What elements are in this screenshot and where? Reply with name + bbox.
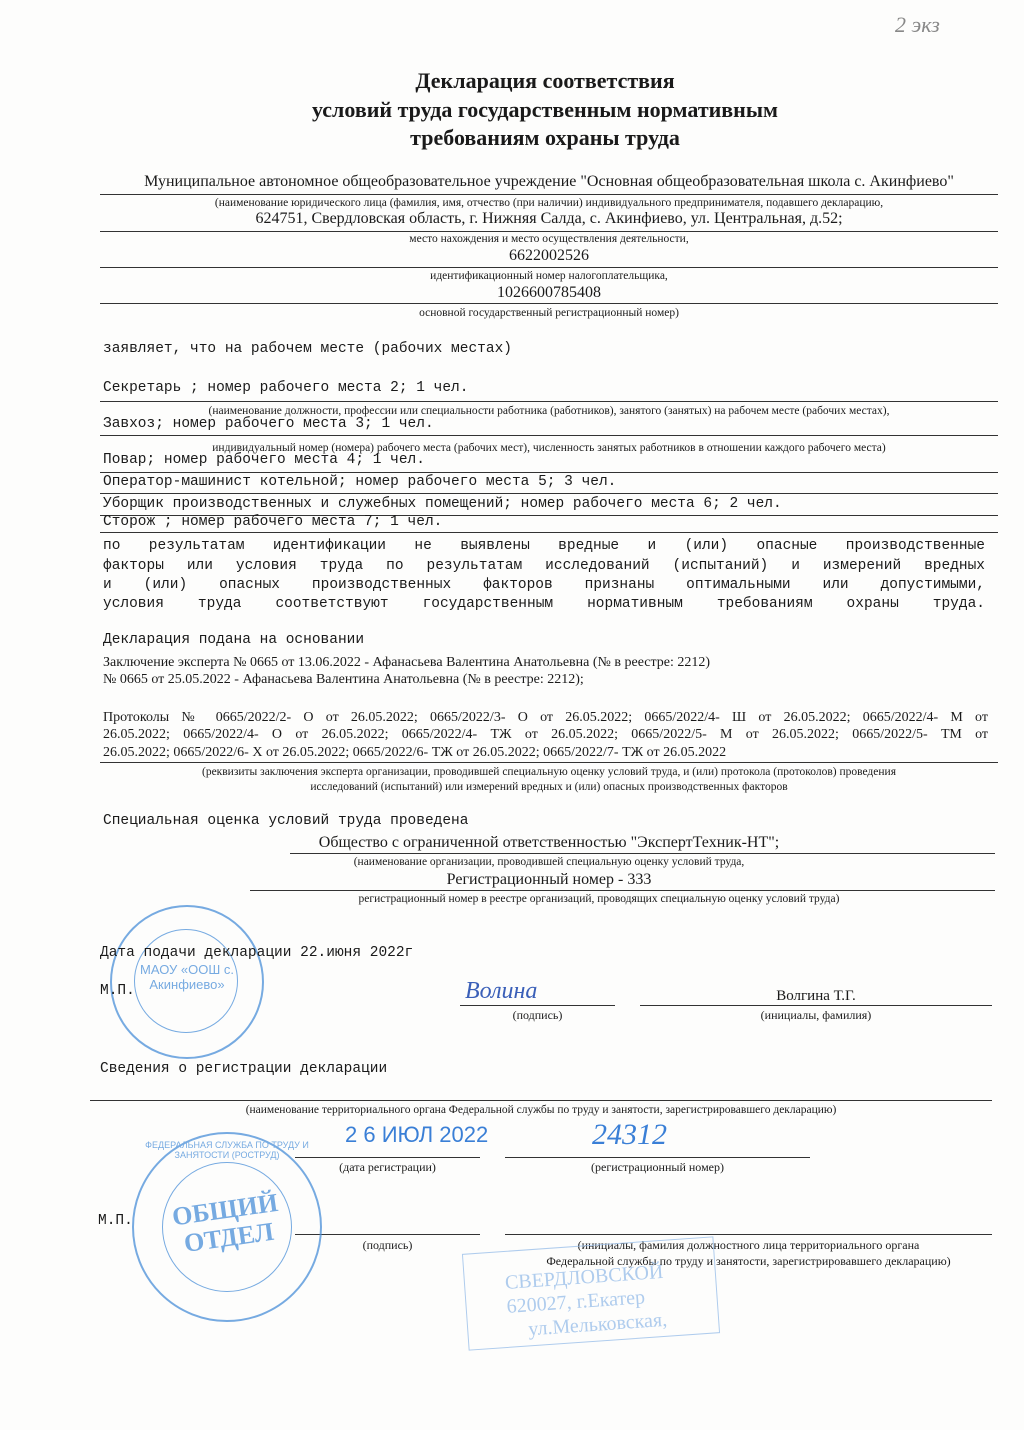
- protocol-line: 26.05.2022; 0665/2022/6- Х от 26.05.2022; 0665/2022/6- ТЖ от 26.05.2022; 0665/2022/7- ТЖ от 26.05.2022: [103, 745, 727, 760]
- conclusion-line: условия труда соответствуют государственным нормативным требованиям охраны труда.: [103, 596, 985, 612]
- official-signature-caption: (подпись): [362, 1238, 413, 1252]
- ogrn-caption: основной государственный регистрационный номер): [419, 307, 679, 319]
- title-line-1: Декларация соответствия: [415, 68, 675, 93]
- submission-date: Дата подачи декларации 22.июня 2022г: [100, 945, 414, 961]
- workplace-item: Оператор-машинист котельной; номер рабочего места 5; 3 чел.: [103, 474, 617, 490]
- workplace-item: Уборщик производственных и служебных помещений; номер рабочего места 6; 2 чел.: [103, 496, 782, 512]
- protocol-line: Протоколы № 0665/2022/2- О от 26.05.2022; 0665/2022/3- О от 26.05.2022; 0665/2022/4- Ш от 26.05.2022; 0665/2022/4- М от: [103, 710, 988, 725]
- signature: Волина: [465, 978, 538, 1004]
- inn-value: 6622002526: [509, 247, 589, 264]
- workplace-caption-1: (наименование должности, профессии или специальности работника (работников), занятого (занятых) на рабочем месте (рабочих местах),: [208, 405, 890, 417]
- protocol-line: 26.05.2022; 0665/2022/4- О от 26.05.2022; 0665/2022/4- ТЖ от 26.05.2022; 0665/2022/5- М от 26.05.2022; 0665/2022/5- ТМ от: [103, 727, 988, 742]
- signer-caption: (инициалы, фамилия): [760, 1008, 872, 1022]
- inn-caption: идентификационный номер налогоплательщика,: [430, 270, 668, 282]
- school-seal: [110, 905, 264, 1059]
- assessment-reg-caption: регистрационный номер в реестре организаций, проводящих специальную оценку условий труда): [358, 893, 840, 905]
- assessment-reg: Регистрационный номер - 333: [446, 871, 652, 888]
- workplace-item: Завхоз; номер рабочего места 3; 1 чел.: [103, 416, 434, 432]
- basis-caption: (реквизиты заключения эксперта организации, проводившей специальную оценку условий труда, и (или) протокола (протоколов) проведения: [201, 766, 896, 778]
- registration-mp: М.П.: [98, 1213, 133, 1229]
- labour-service-seal: [132, 1132, 322, 1322]
- official-caption: Федеральной службы по труду и занятости, зарегистрировавшего декларацию): [546, 1254, 951, 1268]
- number-caption: (регистрационный номер): [591, 1160, 724, 1174]
- labour-seal-ring: ФЕДЕРАЛЬНАЯ СЛУЖБА ПО ТРУДУ И ЗАНЯТОСТИ (РОСТРУД): [145, 1140, 309, 1160]
- signature-caption: (подпись): [512, 1008, 563, 1022]
- registration-date-stamp: 2 6 ИЮЛ 2022: [345, 1122, 489, 1147]
- school-seal-text: МАОУ «ООШ с. Акинфиево»: [139, 962, 234, 992]
- ogrn-value: 1026600785408: [497, 284, 601, 301]
- rect-stamp-line: 620027, г.Екатер: [505, 1286, 646, 1318]
- assessment-org-caption: (наименование организации, проводившей специальную оценку условий труда,: [353, 856, 745, 868]
- conclusion-line: по результатам идентификации не выявлены вредные и (или) опасные производственные: [103, 538, 985, 554]
- title-line-2: условий труда государственным нормативным: [311, 97, 779, 122]
- basis-label: Декларация подана на основании: [103, 632, 365, 648]
- expert-line: № 0665 от 25.05.2022 - Афанасьева Валентина Анатольевна (№ в реестре: 2212);: [103, 672, 584, 687]
- basis-caption: исследований (испытаний) или измерений вредных и (или) опасных производственных факторов: [310, 781, 788, 793]
- rect-stamp-line: СВЕРДЛОВСКОЙ: [504, 1260, 665, 1294]
- workplace-item: Сторож ; номер рабочего места 7; 1 чел.: [103, 514, 443, 530]
- labour-seal-text: ОБЩИЙ ОТДЕЛ: [170, 1187, 280, 1259]
- title-line-3: требованиям охраны труда: [410, 125, 680, 150]
- registration-number: 24312: [592, 1118, 667, 1151]
- declarant-address: 624751, Свердловская область, г. Нижняя Салда, с. Акинфиево, ул. Центральная, д.52;: [255, 210, 843, 227]
- declarant-name-caption: (наименование юридического лица (фамилия, имя, отчество (при наличии) индивидуального предпринимателя, подавшего декларацию,: [214, 197, 884, 209]
- date-caption: (дата регистрации): [339, 1160, 436, 1174]
- submission-mp: М.П.: [100, 983, 135, 999]
- assessment-label: Специальная оценка условий труда проведена: [103, 813, 469, 829]
- declarant-name: Муниципальное автономное общеобразовательное учреждение "Основная общеобразовательная школа с. Акинфиево": [144, 173, 954, 190]
- official-caption: (инициалы, фамилия должностного лица территориального органа: [577, 1238, 920, 1252]
- declares-text: заявляет, что на рабочем месте (рабочих местах): [103, 341, 512, 357]
- copy-mark: 2 экз: [895, 12, 940, 37]
- signer-name: Волгина Т.Г.: [776, 988, 856, 1004]
- expert-line: Заключение эксперта № 0665 от 13.06.2022 - Афанасьева Валентина Анатольевна (№ в реестре: 2212): [103, 655, 711, 670]
- workplace-item: Повар; номер рабочего места 4; 1 чел.: [103, 452, 425, 468]
- rect-stamp-line: ул.Мельковская,: [527, 1308, 668, 1341]
- workplace-caption-2: индивидуальный номер (номера) рабочего места (рабочих мест), численность занятых работников в отношении каждого рабочего места): [212, 442, 886, 454]
- conclusion-line: факторы или условия труда по результатам исследований (испытаний) и измерений вредных: [103, 558, 985, 574]
- conclusion-line: и (или) опасных производственных факторов признаны оптимальными или допустимыми,: [103, 577, 985, 593]
- workplace-item: Секретарь ; номер рабочего места 2; 1 чел.: [103, 380, 469, 396]
- registration-label: Сведения о регистрации декларации: [100, 1061, 388, 1077]
- inspection-rect-stamp: [462, 1236, 720, 1350]
- assessment-org: Общество с ограниченной ответственностью "ЭкспертТехник-НТ";: [318, 834, 780, 851]
- address-caption: место нахождения и место осуществления деятельности,: [409, 233, 689, 245]
- registration-body-caption: (наименование территориального органа Федеральной службы по труду и занятости, зарегистрировавшего декларацию): [245, 1104, 837, 1116]
